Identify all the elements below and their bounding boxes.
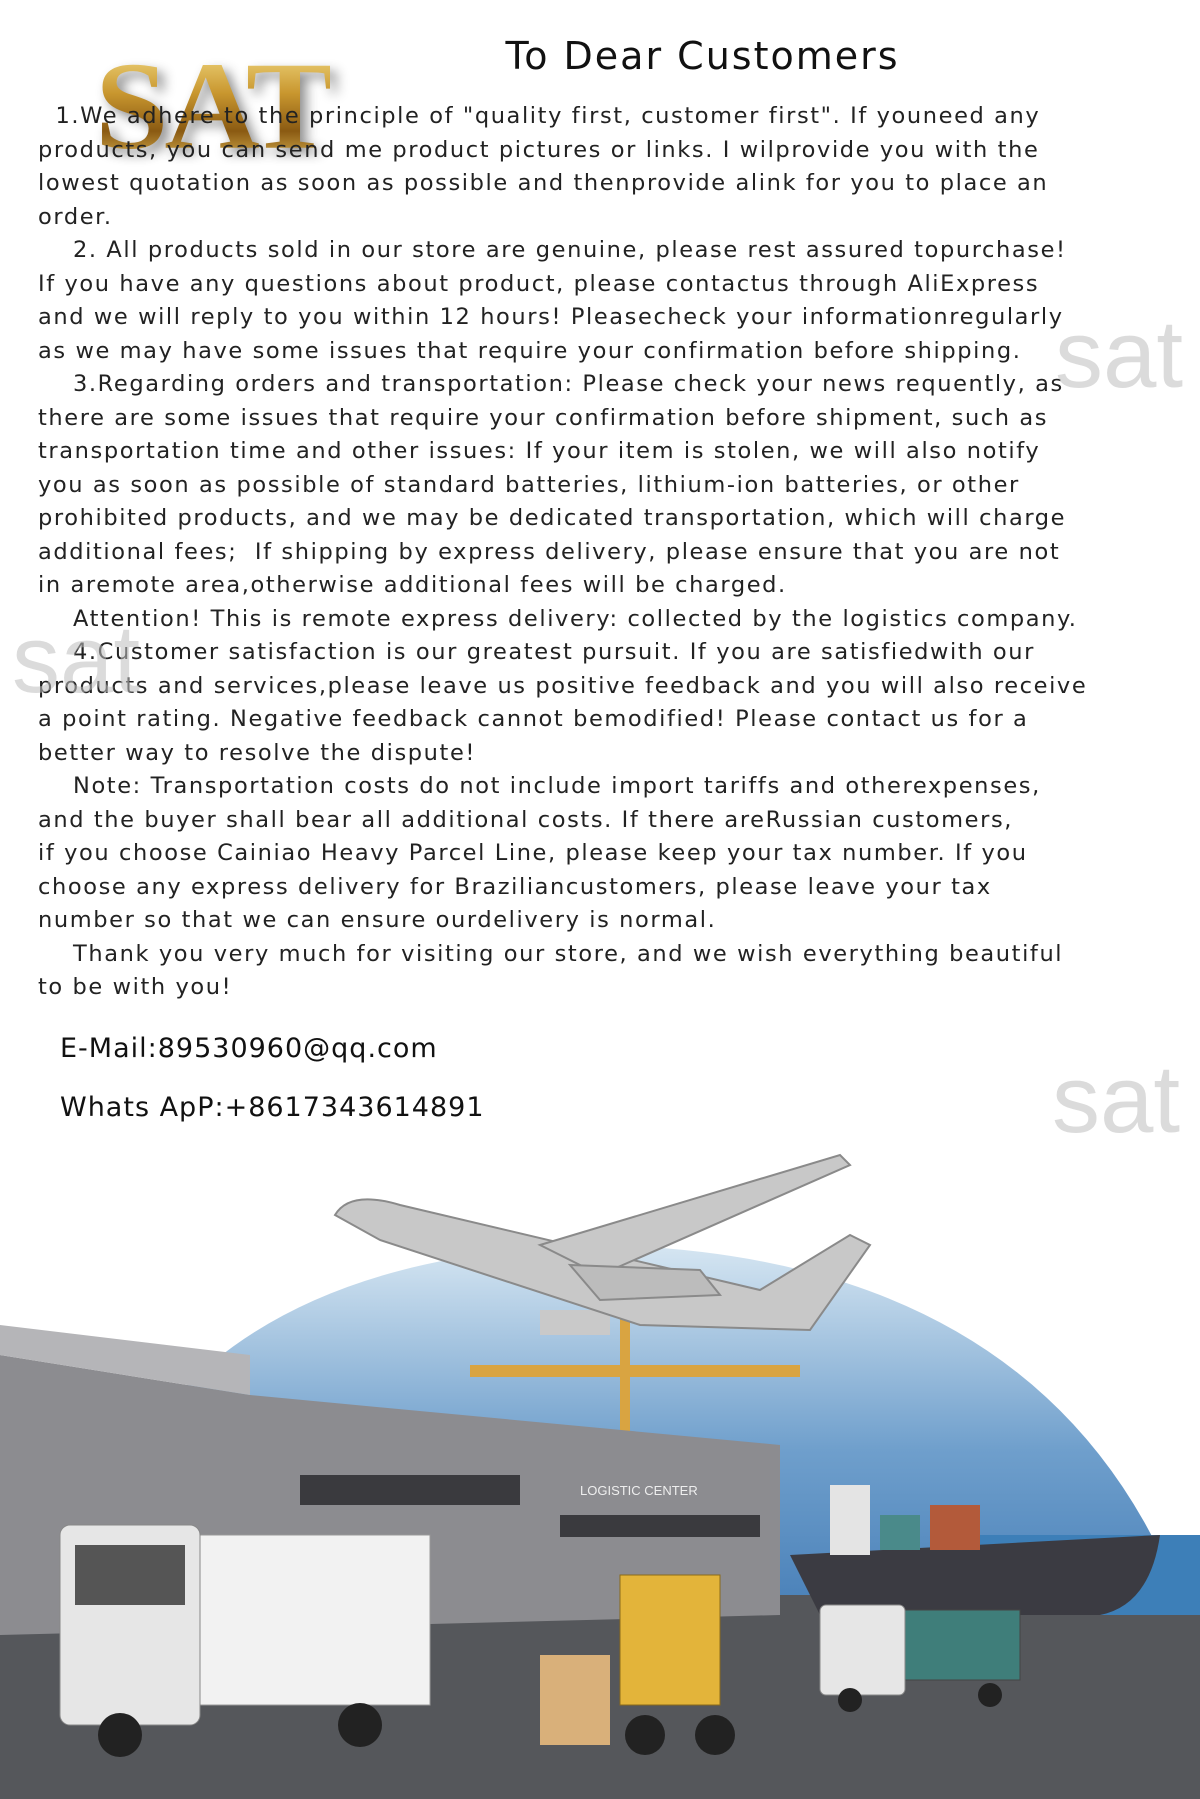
page-title: To Dear Customers — [505, 34, 900, 78]
text-line: lowest quotation as soon as possible and thenprovide alink for you to place an — [38, 170, 1049, 196]
text-line: if you choose Cainiao Heavy Parcel Line, please keep your tax number. If you — [38, 840, 1028, 866]
text-line: and the buyer shall bear all additional costs. If there areRussian customers, — [38, 806, 1014, 833]
logistic-center-sign: LOGISTIC CENTER — [580, 1483, 698, 1498]
text-line: and we will reply to you within 12 hours! Pleasecheck your informationregularly — [38, 304, 1064, 330]
text-line: 4.Customer satisfaction is our greatest pursuit. If you are satisfiedwith our — [38, 639, 1036, 665]
logistics-illustration — [0, 1095, 1200, 1799]
whatsapp-contact: Whats ApP:+8617343614891 — [60, 1092, 485, 1123]
text-line: 2. All products sold in our store are genuine, please rest assured topurchase! — [38, 237, 1067, 263]
text-line: If you have any questions about product, please contactus through AliExpress — [38, 270, 1040, 297]
text-line: a point rating. Negative feedback cannot bemodified! Please contact us for a — [38, 706, 1029, 732]
text-line: 3.Regarding orders and transportation: Please check your news requently, as — [38, 371, 1064, 397]
text-line: number so that we can ensure ourdelivery is normal. — [38, 907, 717, 933]
text-line: 1.We adhere to the principle of "quality first, customer first". If youneed any — [38, 103, 1041, 129]
text-line: additional fees; If shipping by express delivery, please ensure that you are not — [38, 538, 1061, 565]
text-line: products, you can send me product pictures or links. I wilprovide you with the — [38, 136, 1040, 163]
text-line: order. — [38, 203, 113, 230]
text-line: products and services,please leave us positive feedback and you will also receive — [38, 672, 1088, 699]
notice-body — [38, 100, 1188, 1005]
text-line: in aremote area,otherwise additional fees will be charged. — [38, 572, 787, 598]
text-line: Note: Transportation costs do not include import tariffs and otherexpenses, — [38, 773, 1041, 799]
text-line: there are some issues that require your confirmation before shipment, such as — [38, 404, 1049, 431]
text-line: Attention! This is remote express delivery: collected by the logistics company. — [38, 605, 1078, 632]
watermark: sat — [1052, 1046, 1181, 1153]
text-line: Thank you very much for visiting our store, and we wish everything beautiful — [38, 940, 1064, 967]
watermark: sat — [12, 606, 141, 713]
text-line: to be with you! — [38, 974, 233, 1000]
text-line: you as soon as possible of standard batteries, lithium-ion batteries, or other — [38, 471, 1020, 498]
sat-logo: SAT — [95, 35, 330, 176]
text-line: better way to resolve the dispute! — [38, 739, 477, 766]
email-contact: E-Mail:89530960@qq.com — [60, 1033, 438, 1064]
text-line: prohibited products, and we may be dedicated transportation, which will charge — [38, 505, 1067, 531]
text-line: transportation time and other issues: If your item is stolen, we will also notify — [38, 438, 1041, 464]
text-line: choose any express delivery for Braziliancustomers, please leave your tax — [38, 873, 992, 900]
watermark: sat — [1055, 301, 1184, 408]
text-line: as we may have some issues that require your confirmation before shipping. — [38, 337, 1022, 364]
